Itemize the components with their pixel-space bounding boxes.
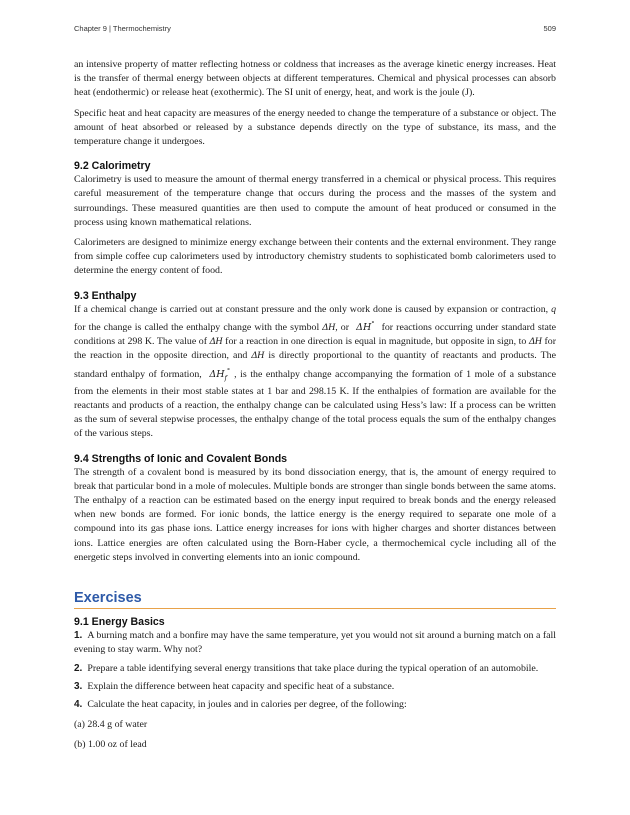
delta-h-symbol: ΔH [322, 322, 336, 333]
exercise-number: 2. [74, 662, 83, 674]
section-heading-calorimetry: 9.2 Calorimetry [74, 160, 151, 173]
summary-paragraph-2: Specific heat and heat capacity are measures of the energy needed to change the temperature of a substance or object. The amount of heat absorbed or released by a substance depends directly on the type of substance, its mass, and the temperature change it undergoes. [74, 107, 556, 148]
enthalpy-paragraph: If a chemical change is carried out at constant pressure and the only work done is caused by expansion or contraction, q for the change is called the enthalpy change with the symbol ΔH, or ΔH° for reactions occurring under standard state conditions at 298 K. The value of ΔH for a reaction in one direction is equal in magnitude, but opposite in sign, to ΔH for the reaction in the opposite direction, and ΔH is directly proportional to the quantity of reactants and products. The standard enthalpy of formation, $\Delta H_f^\circ$ , is the enthalpy change accompanying the formation of 1 mole of a substance from the elements in their most stable states at 1 bar and 298.15 K. If the enthalpies of formation are available for the reactants and products of a reaction, the enthalpy change can be calculated using Hess’s law: If a process can be written as the sum of several stepwise processes, the enthalpy change of the total process equals the sum of the enthalpy changes of the various steps. [74, 303, 557, 440]
calorimetry-paragraph-2: Calorimeters are designed to minimize energy exchange between their contents and the external environment. They range from simple coffee cup calorimeters used by introductory chemistry students to sophisticated bomb calorimeters used to determine the energy content of food. [74, 237, 556, 277]
calorimetry-paragraph-1: Calorimetry is used to measure the amount of thermal energy transferred in a chemical or physical process. This requires careful measurement of the temperature change that occurs during the process and the masses of the system and surroundings. These measured quantities are then used to compute the amount of heat produced or consumed in the process using known mathematical relations. [74, 174, 556, 228]
exercise-subitem: (a) 28.4 g of water [74, 719, 148, 731]
section-heading-enthalpy: 9.3 Enthalpy [74, 289, 137, 302]
exercise-item [74, 680, 556, 694]
page-content [74, 58, 556, 759]
page-header [74, 24, 556, 38]
enthalpy-of-formation-symbol: $\Delta H_f^\circ$ [209, 366, 231, 382]
exercise-item [74, 629, 556, 657]
q-variable: q [551, 303, 556, 315]
exercise-item [74, 662, 556, 676]
delta-h-symbol: ΔH [251, 350, 265, 362]
exercise-number: 4. [74, 698, 83, 710]
exercise-text: A burning match and a bonfire may have the same temperature, yet you would not sit around a burning match on a fall evening to stay warm. Why not? [74, 630, 556, 656]
delta-h-symbol: ΔH [209, 336, 223, 348]
section-heading-bonds: 9.4 Strengths of Ionic and Covalent Bonds [74, 452, 288, 465]
exercise-number: 3. [74, 680, 83, 692]
summary-paragraph-1: an intensive property of matter reflecting hotness or coldness that increases as the average kinetic energy increases. Heat is the transfer of thermal energy between objects at different temperatures. Chemical and physical processes can absorb heat (endothermic) or release heat (exothermic). The SI unit of energy, heat, and work is the joule (J). [74, 59, 556, 99]
standard-enthalpy-symbol: ΔH° [356, 319, 375, 333]
exercise-item [74, 698, 556, 712]
exercise-number: 1. [74, 630, 83, 642]
delta-h-symbol: ΔH [528, 336, 542, 348]
exercise-text: Explain the difference between heat capacity and specific heat of a substance. [87, 680, 395, 692]
page-number: 509 [543, 24, 556, 33]
bonds-paragraph: The strength of a covalent bond is measured by its bond dissociation energy, that is, the amount of energy required to break that particular bond in a mole of molecules. Multiple bonds are stronger than single bonds between the same atoms. The enthalpy of a reaction can be estimated based on the energy input required to break bonds and the energy released when new bonds are formed. For ionic bonds, the lattice energy is the energy required to separate one mole of a compound into its gas phase ions. Lattice energy increases for ions with higher charges and shorter distances between ions. Lattice energies are often calculated using the Born-Haber cycle, a thermochemical cycle including all of the energetic steps involved in converting elements into an ionic compound. [74, 466, 556, 563]
exercise-text: Calculate the heat capacity, in joules and in calories per degree, of the following: [87, 698, 407, 710]
exercises-title: Exercises [74, 589, 556, 609]
exercise-text: Prepare a table identifying several energy transitions that take place during the typical operation of an automobile. [87, 662, 539, 674]
exercise-subitem: (b) 1.00 oz of lead [74, 739, 147, 751]
exercises-section-heading: 9.1 Energy Basics [74, 616, 165, 629]
chapter-title: Chapter 9 | Thermochemistry [74, 24, 171, 33]
